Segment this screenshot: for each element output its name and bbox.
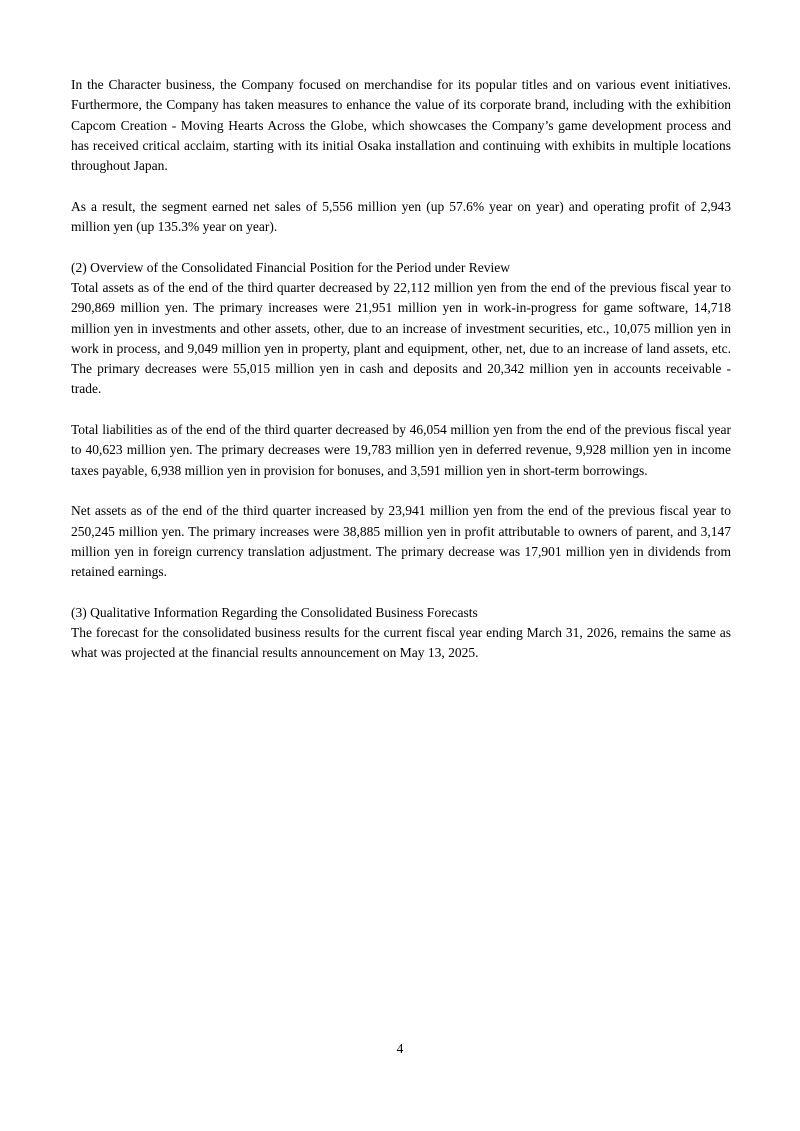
paragraph-character-business: In the Character business, the Company focused on merchandise for its popular titles and on various event initiatives. Furthermore, the Company has taken measures to enhance the value of its corporate brand, including with the exhibition Capcom Creation - Moving Hearts Across the Globe, which showcases the Company’s game development process and has received critical acclaim, starting with its initial Osaka installation and continuing with exhibits in multiple locations throughout Japan. <box>71 77 731 174</box>
paragraph-segment-result: As a result, the segment earned net sales of 5,556 million yen (up 57.6% year on year) and operating profit of 2,943 million yen (up 135.3% year on year). <box>71 198 731 235</box>
section-heading-financial-position: (2) Overview of the Consolidated Financial Position for the Period under Review <box>71 259 511 275</box>
paragraph-total-liabilities: Total liabilities as of the end of the third quarter decreased by 46,054 million yen from the end of the previous fiscal year to 40,623 million yen. The primary decreases were 19,783 million yen in deferred revenue, 9,928 million yen in income taxes payable, 6,938 million yen in provision for bonuses, and 3,591 million yen in short-term borrowings. <box>71 422 731 478</box>
paragraph-net-assets: Net assets as of the end of the third quarter increased by 23,941 million yen from the end of the previous fiscal year to 250,245 million yen. The primary increases were 38,885 million yen in profit attributable to owners of parent, and 3,147 million yen in foreign currency translation adjustment. The primary decrease was 17,901 million yen in dividends from retained earnings. <box>71 503 731 580</box>
page-number: 4 <box>396 1041 404 1056</box>
section-heading-business-forecasts: (3) Qualitative Information Regarding the Consolidated Business Forecasts <box>71 604 478 620</box>
paragraph-forecast: The forecast for the consolidated business results for the current fiscal year ending March 31, 2026, remains the same as what was projected at the financial results announcement on May 13, 2025. <box>71 625 731 661</box>
document-body <box>71 75 731 664</box>
paragraph-total-assets: Total assets as of the end of the third quarter decreased by 22,112 million yen from the end of the previous fiscal year to 290,869 million yen. The primary increases were 21,951 million yen in work-in-progress for game software, 14,718 million yen in investments and other assets, other, due to an increase of investment securities, etc., 10,075 million yen in work in process, and 9,049 million yen in property, plant and equipment, other, net, due to an increase of land assets, etc. The primary decreases were 55,015 million yen in cash and deposits and 20,342 million yen in accounts receivable - trade. <box>71 279 731 397</box>
